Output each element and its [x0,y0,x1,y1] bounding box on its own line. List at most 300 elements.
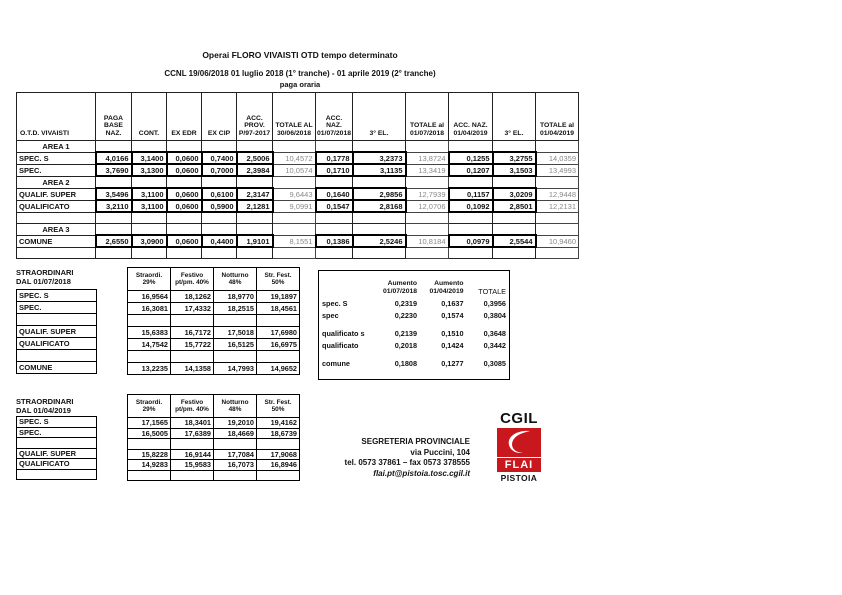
value-cell [449,247,493,259]
value-cell [316,224,353,236]
cgil-flai-logo [497,411,541,483]
contact-address: via Puccini, 104 [410,447,470,457]
value-cell: 14,1358 [171,363,214,375]
row-label: COMUNE [17,362,97,374]
column-header-notturno: Notturno 48% [214,395,257,418]
value-cell: 0,1637 [441,298,464,308]
value-cell [353,176,406,188]
value-cell [132,247,167,259]
value-cell: 14,7542 [128,339,171,351]
value-cell: 3,0900 [132,235,167,247]
value-cell: 3,1503 [493,164,536,176]
value-cell: 0,1547 [316,200,353,212]
value-cell: 17,1565 [128,418,171,429]
table-row [17,314,97,326]
value-cell [96,247,132,259]
value-cell [171,351,214,363]
value-cell: 16,7073 [214,460,257,471]
value-cell [406,176,449,188]
value-cell: 17,7084 [214,449,257,460]
value-cell: 2,5246 [353,235,406,247]
value-cell [167,212,202,224]
value-cell: 1,9101 [237,235,273,247]
value-cell: 0,3085 [483,358,506,368]
value-cell: 0,7000 [202,164,237,176]
table-row [17,164,579,176]
column-header-otd-vivaisti: O.T.D. VIVAISTI [17,93,96,141]
value-cell: 0,1207 [449,164,493,176]
value-cell: 3,5496 [96,188,132,200]
aumenti-table-box [318,270,510,380]
value-cell: 12,9448 [536,188,579,200]
value-cell [171,470,214,481]
value-cell: 16,7172 [171,327,214,339]
straordinari-1-labels [16,289,97,374]
row-label: AREA 1 [17,141,96,153]
value-cell: 0,6100 [202,188,237,200]
value-cell: 0,1808 [394,358,418,368]
value-cell: 0,2319 [394,298,418,308]
value-cell: 2,8501 [493,200,536,212]
value-cell [96,224,132,236]
value-cell [273,212,316,224]
table-row [319,339,509,351]
value-cell [493,141,536,153]
contact-org: SEGRETERIA PROVINCIALE [361,437,470,446]
contact-block [250,437,470,479]
value-cell [316,176,353,188]
value-cell: 15,9583 [171,460,214,471]
value-cell [353,141,406,153]
value-cell: 12,7939 [406,188,449,200]
table-row [128,339,300,351]
value-cell: 18,6739 [257,428,300,439]
value-cell: 18,2515 [214,303,257,315]
value-cell: 13,4993 [536,164,579,176]
table-row [17,469,97,480]
value-cell: 2,5006 [237,152,273,164]
value-cell [132,141,167,153]
table-row [17,176,579,188]
row-label: QUALIFICATO [17,338,97,350]
table-row [319,327,509,339]
contact-email: flai.pt@pistoia.tosc.cgil.it [373,468,470,478]
value-cell: 19,2010 [214,418,257,429]
column-header-straordinario: Straordi. 29% [128,268,171,291]
value-cell: 0,1640 [316,188,353,200]
straordinari-2-title-line2: DAL 01/04/2019 [16,406,71,416]
value-cell: 0,7400 [202,152,237,164]
straordinari-1-title-line2: DAL 01/07/2018 [16,277,71,287]
row-label: SPEC. S [17,152,96,164]
value-cell [273,141,316,153]
value-cell [237,176,273,188]
table-row [17,247,579,259]
value-cell: 16,5125 [214,339,257,351]
value-cell: 13,2235 [128,363,171,375]
value-cell: 16,3081 [128,303,171,315]
table-row [128,351,300,363]
value-cell [536,212,579,224]
doc-subtitle-ccnl: CCNL 19/06/2018 01 luglio 2018 (1° tranche) - 01 aprile 2019 (2° tranche) [164,69,436,78]
value-cell: 17,9068 [257,449,300,460]
value-cell [316,247,353,259]
value-cell: 0,1386 [316,235,353,247]
value-cell [406,247,449,259]
column-header-acc-naz-01-04-2019: ACC. NAZ. 01/04/2019 [449,93,493,141]
document-titles [30,50,570,89]
cgil-logo-text: CGIL [500,410,538,427]
table-row [128,315,300,327]
column-header-terzo-elemento-2: 3° EL. [493,93,536,141]
value-cell: 0,1255 [449,152,493,164]
value-cell: 3,1300 [132,164,167,176]
value-cell: 0,3442 [483,340,506,350]
wage-table [16,92,579,259]
value-cell: 0,3956 [483,298,506,308]
value-cell [353,212,406,224]
table-row [17,326,97,338]
value-cell: 13,3419 [406,164,449,176]
straordinari-2-labels [16,416,97,480]
value-cell: 0,0979 [449,235,493,247]
value-cell [237,247,273,259]
value-cell: 0,2230 [394,310,418,320]
value-cell: 2,8168 [353,200,406,212]
value-cell: 14,9652 [257,363,300,375]
value-cell: 16,9564 [128,291,171,303]
table-row [319,297,509,309]
straordinari-1-title-line1: STRAORDINARI [16,268,74,277]
value-cell [214,351,257,363]
doc-title: Operai FLORO VIVAISTI OTD tempo determinato [202,50,398,60]
table-row [17,200,579,212]
cgil-swoosh-icon [497,428,541,457]
column-header-festivo: Festivo pt/pm. 40% [171,395,214,418]
value-cell: 16,6975 [257,339,300,351]
value-cell: 12,2131 [536,200,579,212]
value-cell [449,212,493,224]
value-cell [273,176,316,188]
straordinari-1-header-row [128,268,300,291]
flai-logo-text: FLAI [497,458,541,472]
row-label [17,438,97,449]
value-cell: 10,9460 [536,235,579,247]
column-header-totale: TOTALE [478,286,506,296]
value-cell [449,224,493,236]
value-cell [132,176,167,188]
value-cell: 3,1100 [132,200,167,212]
column-header-cont: CONT. [132,93,167,141]
value-cell: 3,1100 [132,188,167,200]
row-label: QUALIF. SUPER [17,188,96,200]
value-cell: 10,0574 [273,164,316,176]
column-header-aumento-1: Aumento 01/07/2018 [383,280,418,296]
column-header-ex-cip: EX CIP [202,93,237,141]
value-cell [273,247,316,259]
column-header-straordinario-festivo: Str. Fest. 50% [257,395,300,418]
value-cell: 16,8946 [257,460,300,471]
value-cell [171,315,214,327]
row-label: QUALIF. SUPER [17,448,97,459]
aumenti-header-row [319,275,509,297]
row-label: SPEC. S [17,417,97,428]
value-cell [167,247,202,259]
value-cell [202,224,237,236]
value-cell: 15,6383 [128,327,171,339]
table-row [17,152,579,164]
value-cell: 10,4572 [273,152,316,164]
value-cell: 16,5005 [128,428,171,439]
value-cell [132,224,167,236]
doc-subtitle-paga-oraria: paga oraria [279,80,321,89]
value-cell: 2,5544 [493,235,536,247]
table-row [128,418,300,429]
value-cell: 15,8228 [128,449,171,460]
value-cell: 2,9856 [353,188,406,200]
row-label [17,212,96,224]
column-header-terzo-elemento-1: 3° EL. [353,93,406,141]
value-cell: 0,1710 [316,164,353,176]
value-cell [449,176,493,188]
value-cell: 3,0209 [493,188,536,200]
value-cell: 0,5900 [202,200,237,212]
row-label: spec [322,310,339,320]
value-cell: 18,3401 [171,418,214,429]
value-cell [167,176,202,188]
row-label [17,247,96,259]
column-header-ex-edr: EX EDR [167,93,202,141]
table-row [17,338,97,350]
value-cell: 0,1574 [441,310,464,320]
value-cell: 0,0600 [167,152,202,164]
value-cell [96,141,132,153]
value-cell: 16,9144 [171,449,214,460]
value-cell: 18,9770 [214,291,257,303]
value-cell: 3,2373 [353,152,406,164]
value-cell: 0,1092 [449,200,493,212]
column-header-totale-30-06-2018: TOTALE AL 30/06/2018 [273,93,316,141]
straordinari-2-title-line1: STRAORDINARI [16,397,74,406]
row-label: QUALIFICATO [17,459,97,470]
straordinari-2-header-row [128,395,300,418]
value-cell [237,224,273,236]
straordinari-2-title [16,397,74,416]
table-row [17,235,579,247]
value-cell: 0,0600 [167,200,202,212]
table-row [17,290,97,302]
value-cell [536,224,579,236]
value-cell: 0,1510 [441,328,464,338]
table-row [17,459,97,470]
value-cell: 14,0359 [536,152,579,164]
row-label: COMUNE [17,235,96,247]
table-row [128,327,300,339]
value-cell [167,141,202,153]
table-row [17,188,579,200]
value-cell [257,315,300,327]
straordinari-1-table [127,267,300,375]
value-cell: 0,0600 [167,164,202,176]
value-cell: 12,0706 [406,200,449,212]
table-row [17,224,579,236]
value-cell: 0,3804 [483,310,506,320]
value-cell [96,212,132,224]
row-label: comune [322,358,350,368]
value-cell: 0,2139 [394,328,418,338]
value-cell [257,351,300,363]
value-cell: 2,3984 [237,164,273,176]
value-cell [132,212,167,224]
table-row [128,363,300,375]
column-header-acc-naz-01-07-2018: ACC. NAZ. 01/07/2018 [316,93,353,141]
table-row [319,309,509,321]
table-row [17,448,97,459]
column-header-acc-prov: ACC. PROV. P/97-2017 [237,93,273,141]
column-header-straordinario: Straordi. 29% [128,395,171,418]
value-cell [128,315,171,327]
value-cell: 13,8724 [406,152,449,164]
column-header-totale-01-07-2018: TOTALE al 01/07/2018 [406,93,449,141]
value-cell: 17,6980 [257,327,300,339]
column-header-paga-base: PAGA BASE NAZ. [96,93,132,141]
aumenti-table [319,275,509,369]
value-cell: 17,5018 [214,327,257,339]
column-header-straordinario-festivo: Str. Fest. 50% [257,268,300,291]
value-cell [353,224,406,236]
value-cell: 18,1262 [171,291,214,303]
table-row [17,212,579,224]
value-cell [449,141,493,153]
value-cell [493,247,536,259]
value-cell [237,212,273,224]
value-cell [202,176,237,188]
row-label: qualificato s [322,328,365,338]
column-header-notturno: Notturno 48% [214,268,257,291]
value-cell [536,176,579,188]
value-cell: 0,1157 [449,188,493,200]
table-row [17,427,97,438]
value-cell [202,247,237,259]
value-cell [406,224,449,236]
column-header-festivo: Festivo pt/pm. 40% [171,268,214,291]
row-label [17,469,97,480]
value-cell: 3,1135 [353,164,406,176]
value-cell: 3,7690 [96,164,132,176]
value-cell: 14,7993 [214,363,257,375]
value-cell: 18,4561 [257,303,300,315]
value-cell: 0,3648 [483,328,506,338]
value-cell: 0,1778 [316,152,353,164]
table-row [17,302,97,314]
value-cell [171,439,214,450]
value-cell: 0,0600 [167,235,202,247]
row-label [17,314,97,326]
value-cell [316,212,353,224]
wage-table-header-row [17,93,579,141]
value-cell: 2,6550 [96,235,132,247]
value-cell [353,247,406,259]
value-cell [536,247,579,259]
value-cell [406,212,449,224]
value-cell [406,141,449,153]
value-cell [237,141,273,153]
value-cell: 18,4669 [214,428,257,439]
value-cell: 10,8184 [406,235,449,247]
value-cell [493,224,536,236]
table-row [319,357,509,369]
row-label [17,350,97,362]
value-cell: 19,1897 [257,291,300,303]
value-cell: 15,7722 [171,339,214,351]
value-cell: 17,4332 [171,303,214,315]
table-row [17,362,97,374]
value-cell: 9,0991 [273,200,316,212]
value-cell: 19,4162 [257,418,300,429]
value-cell: 9,6443 [273,188,316,200]
row-label: AREA 3 [17,224,96,236]
value-cell [214,315,257,327]
column-header-aumento-2: Aumento 01/04/2019 [429,280,464,296]
contact-phone: tel. 0573 37861 – fax 0573 378555 [344,458,470,468]
value-cell [202,212,237,224]
column-header-totale-01-04-2019: TOTALE al 01/04/2019 [536,93,579,141]
table-row [17,438,97,449]
value-cell [128,470,171,481]
column-header-blank [319,275,376,297]
value-cell [493,212,536,224]
value-cell: 17,6389 [171,428,214,439]
value-cell [96,176,132,188]
value-cell: 8,1551 [273,235,316,247]
value-cell: 0,1424 [441,340,464,350]
value-cell: 3,2110 [96,200,132,212]
table-row [17,350,97,362]
value-cell [316,141,353,153]
table-row [128,303,300,315]
value-cell: 2,3147 [237,188,273,200]
value-cell: 2,1281 [237,200,273,212]
pistoia-logo-text: PISTOIA [500,473,538,483]
table-row [128,291,300,303]
value-cell: 4,0166 [96,152,132,164]
row-label: SPEC. [17,427,97,438]
straordinari-1-title [16,268,74,287]
row-label: QUALIF. SUPER [17,326,97,338]
value-cell: 3,2755 [493,152,536,164]
value-cell: 0,1277 [441,358,464,368]
value-cell [273,224,316,236]
value-cell [167,224,202,236]
value-cell: 0,4400 [202,235,237,247]
row-label: SPEC. [17,302,97,314]
table-row [17,417,97,428]
row-label: qualificato [322,340,359,350]
table-row [17,141,579,153]
value-cell: 0,2018 [394,340,418,350]
row-label: QUALIFICATO [17,200,96,212]
row-label: SPEC. [17,164,96,176]
row-label: SPEC. S [17,290,97,302]
value-cell [202,141,237,153]
row-label: spec. S [322,298,348,308]
row-label: AREA 2 [17,176,96,188]
value-cell [493,176,536,188]
value-cell: 3,1400 [132,152,167,164]
value-cell [536,141,579,153]
value-cell [128,351,171,363]
value-cell [128,439,171,450]
